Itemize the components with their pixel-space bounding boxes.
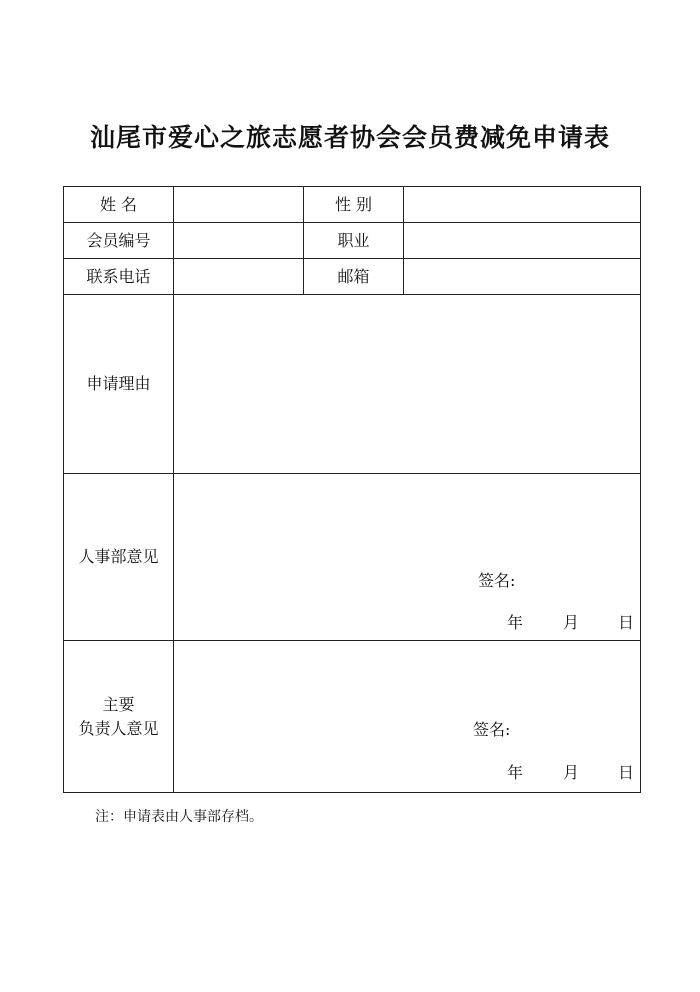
email-label: 邮箱: [337, 266, 370, 286]
hr-opinion-label: 人事部意见: [78, 547, 159, 566]
name-field[interactable]: [174, 187, 303, 222]
leader-label-line1: 主要: [102, 694, 135, 714]
occupation-label: 职业: [337, 230, 370, 250]
hr-date-day: 日: [618, 613, 635, 632]
email-field[interactable]: [404, 259, 640, 294]
leader-date-day: 日: [618, 763, 635, 782]
leader-signature-label: 签名:: [473, 720, 511, 739]
form-title: 汕尾市爱心之旅志愿者协会会员费减免申请表: [89, 123, 610, 152]
leader-date-year: 年: [507, 763, 524, 782]
occupation-field[interactable]: [404, 223, 640, 258]
phone-label: 联系电话: [86, 266, 151, 286]
reason-label: 申请理由: [86, 374, 151, 393]
name-label: 姓 名: [99, 194, 138, 214]
reason-field[interactable]: [174, 295, 640, 473]
application-form-table: [63, 186, 641, 793]
member-no-label: 会员编号: [86, 230, 151, 250]
phone-field[interactable]: [174, 259, 303, 294]
leader-label-line2: 负责人意见: [78, 718, 159, 738]
member-no-field[interactable]: [174, 223, 303, 258]
leader-date-month: 月: [563, 763, 580, 782]
hr-signature-label: 签名:: [478, 571, 516, 590]
gender-field[interactable]: [404, 187, 640, 222]
footnote: 注：申请表由人事部存档。: [95, 809, 263, 825]
gender-label: 性 别: [334, 194, 373, 214]
hr-date-month: 月: [563, 613, 580, 632]
leader-opinion-label: [64, 641, 173, 792]
hr-date-year: 年: [507, 613, 524, 632]
